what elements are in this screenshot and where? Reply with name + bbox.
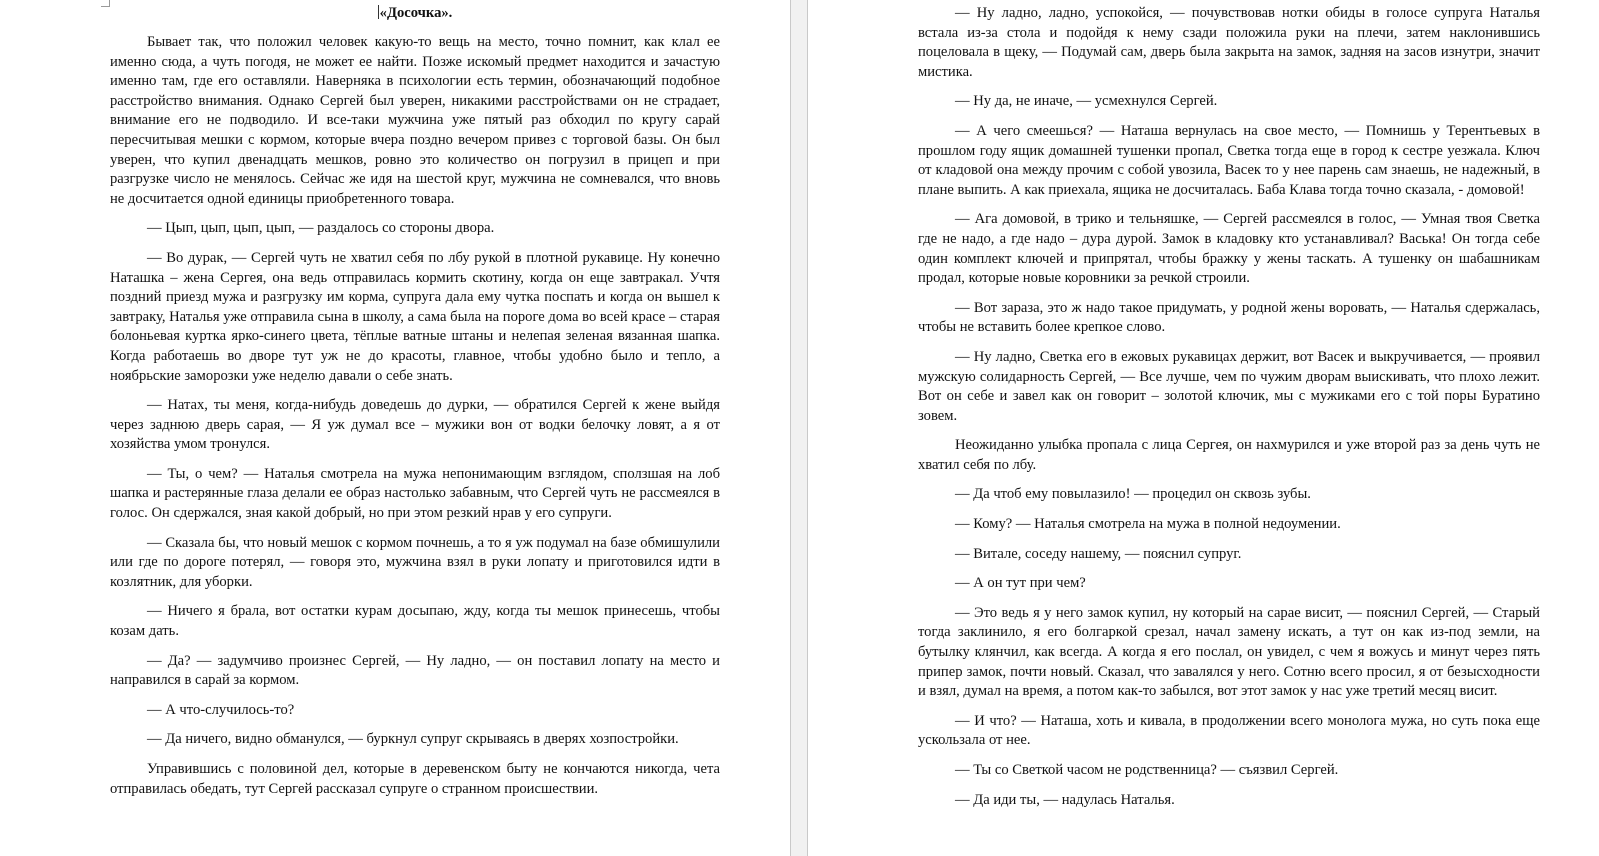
paragraph: — Натах, ты меня, когда-нибудь доведешь до дурки, — обратился Сергей к жене выйдя через заднюю дверь сарая, — Я уж думал все – мужики вон от водки белочку ловят, а я от хозяйства умом тронулся.: [110, 397, 720, 453]
story-title: «Досочка».: [379, 5, 453, 21]
document-page-left: [0, 0, 790, 856]
paragraph: Бывает так, что положил человек какую-то вещь на место, точно помнит, как клал ее именно сюда, а чуть погодя, не может ее найти. Позже искомый предмет находится и зачастую именно там, где его оставляли. Наверняка в психологии есть термин, обозначающий подобное расстройство внимания. Однако Сергей был уверен, никакими расстройствами он не страдает, внимание его не подводило. И все-таки мужчина уже пятый раз обходил по кругу сарай пересчитывая мешки с кормом, которые вчера поздно вечером привез с торговой базы. Он был уверен, что купил двенадцать мешков, ровно это количество он погрузил в прицеп и при разгрузке число не менялось. Сейчас же идя на шестой круг, мужчина не сомневался, что вновь не досчитается одной единицы приобретенного товара.: [110, 34, 720, 207]
paragraph: — Да? — задумчиво произнес Сергей, — Ну ладно, — он поставил лопату на место и направился в сарай за кормом.: [110, 652, 720, 689]
paragraph: — Ты, о чем? — Наталья смотрела на мужа непонимающим взглядом, сползшая на лоб шапка и растерянные глаза делали ее образ настолько забавным, что Сергей чуть не рассмеялся в голос. Он сдержался, зная какой добрый, но при этом резкий нрав у его супруги.: [110, 465, 720, 522]
paragraph: — Витале, соседу нашему, — пояснил супруг.: [955, 545, 1242, 562]
page-gutter: [790, 0, 808, 856]
paragraph: — Цып, цып, цып, цып, — раздалось со стороны двора.: [147, 220, 495, 237]
paragraph: — Вот зараза, это ж надо такое придумать, у родной жены воровать, — Наталья сдержалась, чтобы не вставить более крепкое слово.: [918, 299, 1540, 336]
right-text-column[interactable]: [918, 4, 1540, 820]
paragraph: — Во дурак, — Сергей чуть не хватил себя по лбу рукой в плотной рукавице. Ну конечно Наташка – жена Сергея, она ведь отправилась кормить скотину, когда он еще завтракал. Учтя поздний приезд мужа и разгрузку им корма, супруга дала ему чутка поспать и когда он вышел к завтраку, Наталья уже отправила сына в школу, а сама была на пороге дома во всей красе – старая болоньевая куртка ярко-синего цвета, тёплые ватные штаны и нелепая зеленая вязанная шапка. Когда работаешь во дворе тут уж не до красоты, главное, чтобы удобно было и тепло, а ноябрьские заморозки уже неделю давали о себе знать.: [110, 249, 720, 384]
left-text-column[interactable]: [110, 4, 720, 809]
paragraph: — Кому? — Наталья смотрела на мужа в полной недоумении.: [955, 516, 1341, 533]
paragraph: — Ты со Светкой часом не родственница? — съязвил Сергей.: [955, 762, 1339, 778]
paragraph: — И что? — Наташа, хоть и кивала, в продолжении всего монолога мужа, но суть пока еще ускользала от нее.: [918, 712, 1540, 749]
page-corner-marker: [101, 0, 110, 7]
paragraph: — Ну ладно, Светка его в ежовых рукавицах держит, вот Васек и выкручивается, — проявил мужскую солидарность Сергей, — Все лучше, чем по чужим дворам выискивать, что плохо лежит. Вот он себе и завел как он говорит – золотой ключик, мы с мужиками его с той поры Буратино зовем.: [918, 348, 1540, 424]
paragraph: — Ну да, не иначе, — усмехнулся Сергей.: [955, 93, 1218, 110]
document-page-right: [808, 0, 1599, 856]
paragraph: — Это ведь я у него замок купил, ну который на сарае висит, — пояснил Сергей, — Старый тогда заклинило, я его болгаркой срезал, начал замену искать, а тут он как из-под земли, на бутылку клянчил, как всегда. А когда я его послал, он увидел, с чем я вожусь и минут через пять припер замок, почти новый. Сказал, что завалялся у него. Сотню всего просил, я от безысходности и взял, думал на время, а потом как-то забылся, вот этот замок у нас уже третий месяц висит.: [918, 604, 1540, 700]
paragraph: — А что-случилось-то?: [147, 701, 295, 718]
paragraph: Неожиданно улыбка пропала с лица Сергея, он нахмурился и уже второй раз за день чуть не хватил себя по лбу.: [918, 437, 1540, 473]
paragraph: — А чего смеешься? — Наташа вернулась на свое место, — Помнишь у Терентьевых в прошлом году ящик домашней тушенки пропал, Светка тогда еще в город к сестре уезжала. Ключ от кладовой она между прочим с собой увозила, Васек то у нее парень сам знаешь, не надежный, в плане выпить. А как приехала, ящика не досчиталась. Баба Клава тогда точно сказала, - домовой!: [918, 122, 1540, 198]
paragraph: — Да чтоб ему повылазило! — процедил он сквозь зубы.: [955, 486, 1311, 503]
paragraph: — Да ничего, видно обманулся, — буркнул супруг скрываясь в дверях хозпостройки.: [147, 731, 679, 748]
paragraph: — Сказала бы, что новый мешок с кормом почнешь, а то я уж подумал на базе обмишулили или где по дороге потерял, — говоря это, мужчина взял в руки лопату и приготовился идти в козлятник, для уборки.: [110, 534, 720, 590]
text-cursor: [378, 5, 379, 19]
paragraph: Управившись с половиной дел, которые в деревенском быту не кончаются никогда, чета отправилась обедать, тут Сергей рассказал супруге о странном происшествии.: [110, 761, 720, 797]
paragraph: — Ага домовой, в трико и тельняшке, — Сергей рассмеялся в голос, — Умная твоя Светка где не надо, а где надо – дура дурой. Замок в кладовку кто устанавливал? Васька! Он тогда себе один комплект ключей и припрятал, чтобы бражку у жены таскать. А тушенку он шабашникам продал, которые новые коровники за речкой строили.: [918, 211, 1540, 287]
paragraph: — Ну ладно, ладно, успокойся, — почувствовав нотки обиды в голосе супруга Наталья встала из-за стола и подойдя к нему сзади положила руки на плечи, затем наклонившись поцеловала в щеку, — Подумай сам, дверь была закрыта на замок, задняя на засов изнутри, значит мистика.: [918, 5, 1540, 80]
paragraph: — А он тут при чем?: [955, 575, 1086, 592]
paragraph: — Да иди ты, — надулась Наталья.: [955, 791, 1175, 808]
paragraph: — Ничего я брала, вот остатки курам досыпаю, жду, когда ты мешок принесешь, чтобы козам дать.: [110, 603, 720, 640]
